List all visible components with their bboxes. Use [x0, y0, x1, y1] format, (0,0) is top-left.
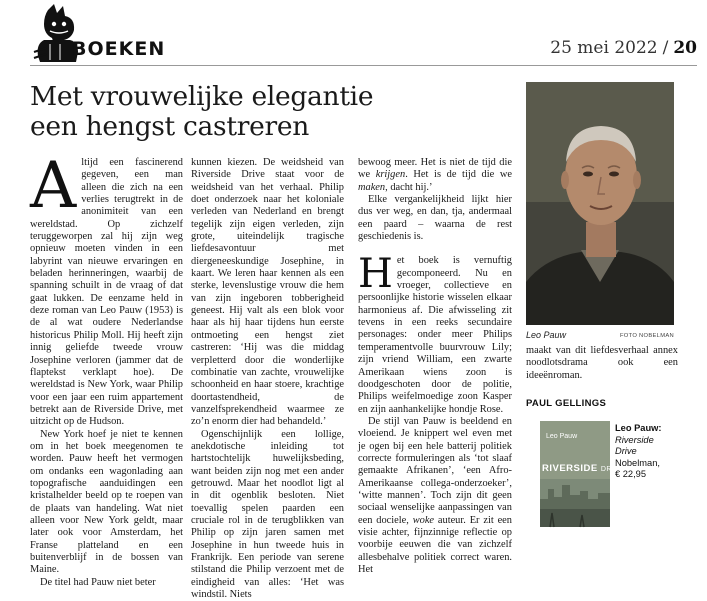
cover-author: Leo Pauw	[546, 433, 578, 440]
article-headline	[30, 82, 500, 142]
section-name: BOEKEN	[72, 38, 166, 60]
portrait-icon	[526, 82, 674, 325]
paragraph: De stijl van Pauw is beeldend en vloeiend. Je knippert wel even met je ogen bij een hele batterij politiek correcte formuleringen als ‘tot slaaf gemaakte Afrikanen’, ‘een Afro-Amerikaanse collega-onderzoeker’, ‘witte mannen’. Toch zijn dit geen sociaal wenselijke aanpassingen van een dociele, woke auteur. Er zit een visie achter, fijnzinnige reflectie op voorbije eeuwen die van zichzelf allesbehalve politiek correct waren. Het	[358, 415, 512, 575]
paragraph: Altijd een fascinerend gegeven, een man alleen die zich na een verlies terugtrekt in de anonimiteit van een wereldstad. Op zichzelf teruggeworpen zal hij zijn weg opnieuw moeten vinden in een labyrint van nieuwe ervaringen en beladen herinneringen, waarbij de spanning schuilt in de vraag of dat gaat lukken. De eenzame held in deze roman van Leo Pauw (1953) is de al wat oudere Nederlandse historicus Philip Moll. Hij heeft zijn innig geliefde tweede vrouw Josephine verloren (jammer dat de flaptekst verklapt hoe). De wereldstad is New York, waar Philip voor een jaar een ruim appartement betrekt aan de Riverside Drive, met uitzicht op de Hudson.	[30, 149, 183, 428]
drop-cap: A	[30, 149, 77, 223]
article-column-2	[191, 157, 344, 601]
masthead-rule	[30, 65, 697, 66]
cover-title-small: DRIVE	[600, 466, 625, 473]
headline-line-2: een hengst castreren	[30, 111, 309, 142]
issue-date: 25 mei 2022	[550, 38, 658, 58]
article-column-3	[358, 157, 512, 576]
paragraph: De titel had Pauw niet beter	[40, 576, 156, 588]
drop-cap: H	[358, 251, 393, 298]
paragraph: bewoog meer. Het is niet de tijd die we krijgen. Het is de tijd die we maken, dacht hij.’	[358, 157, 512, 193]
article-column-4	[526, 345, 678, 382]
article-column-1	[30, 149, 183, 589]
paragraph: kunnen kiezen. De weidsheid van Riverside Drive staat voor de weidsheid van het verhaal. Philip doet onderzoek naar het koloniale verleden van Nederland en brengt tegelijk zijn eigen verleden, zijn grote, uiteindelijk tragische liefdesavontuur met diergeneeskundige Josephine, in kaart. We leren haar kennen als een sterke, levenslustige vrouw die hem van zijn ingeboren tobberigheid geneest. Hij valt als een blok voor haar als hij haar tijdens hun eerste ontmoeting een hengst ziet castreren: ‘Hij was die middag verpletterd door die wonderlijke combinatie van zachte, vrouwelijke schoonheid en haar stoere, krachtige doortastendheid, de vanzelfsprekendheid waarmee ze zo’n enorm dier had behandeld.’	[191, 157, 344, 428]
page-number: 20	[673, 38, 697, 58]
cover-scene-icon	[540, 479, 610, 527]
cover-title	[542, 463, 625, 474]
author-photo	[526, 82, 674, 325]
photo-credit: FOTO NOBELMAN	[619, 333, 674, 339]
cover-title-main: RIVERSIDE	[542, 463, 598, 474]
paragraph: Elke vergankelijkheid lijkt hier dus ver weg, en dan, tja, andermaal een paard – waarna de rest geschiedenis is.	[358, 194, 512, 243]
book-info-price: € 22,95	[615, 469, 647, 479]
paragraph: Het boek is vernuftig gecomponeerd. Nu en vroeger, collectieve en persoonlijke historie wisselen elkaar harmonieus af. Die afwisseling zit tevens in een reeks secundaire personages: onder meer Philips temperamentvolle buurvrouw Lily; zijn vriend William, een zwarte Amerikaan wiens zoon is doodgeschoten door de politie, Philips weifelmoedige zoon Kasper en zijn aanhankelijke hondje Rose.	[358, 251, 512, 415]
photo-caption: Leo Pauw	[526, 330, 567, 340]
article-author: PAUL GELLINGS	[526, 398, 607, 409]
book-info-title-2: Drive	[615, 446, 637, 456]
date-separator: /	[662, 38, 669, 58]
book-info-publisher: Nobelman,	[615, 457, 660, 468]
paragraph: maakt van dit liefdesverhaal annex noodlotsdrama ook een ideeënroman.	[526, 345, 678, 381]
paragraph: Ogenschijnlijk een lollige, anekdotische inleiding tot hartstochtelijk huwelijksbeding, want beiden zijn nog met een ander getrouwd. Maar het noodlot ligt al in dit ogenblik besloten. Niet toevallig spelen paarden een cruciale rol in de terugblikken van Philip op zijn jaren samen met Josephine in hun tweede huis in Frankrijk. Een periode van serene stilstand die Philip verzoent met de eindigheid van alles: ‘Het was windstil. Niets	[191, 428, 344, 601]
book-info-author: Leo Pauw:	[615, 423, 662, 433]
masthead	[0, 0, 707, 66]
book-info	[615, 423, 695, 481]
book-info-title-1: Riverside	[615, 434, 654, 445]
book-cover	[540, 421, 625, 527]
dateline	[550, 38, 697, 58]
headline-line-1: Met vrouwelijke elegantie	[30, 81, 374, 112]
paragraph: New York hoef je niet te kennen om in het boek meegenomen te worden. Pauw heeft het vermogen om ondanks een wagonlading aan topografische aanduidingen een kristalhelder beeld op te roepen van de plaats van handeling. Wat niet alleen voor New York geldt, maar later ook voor Amsterdam, het Franse platteland en een buitenverblijf in de bossen van Maine.	[30, 428, 183, 576]
